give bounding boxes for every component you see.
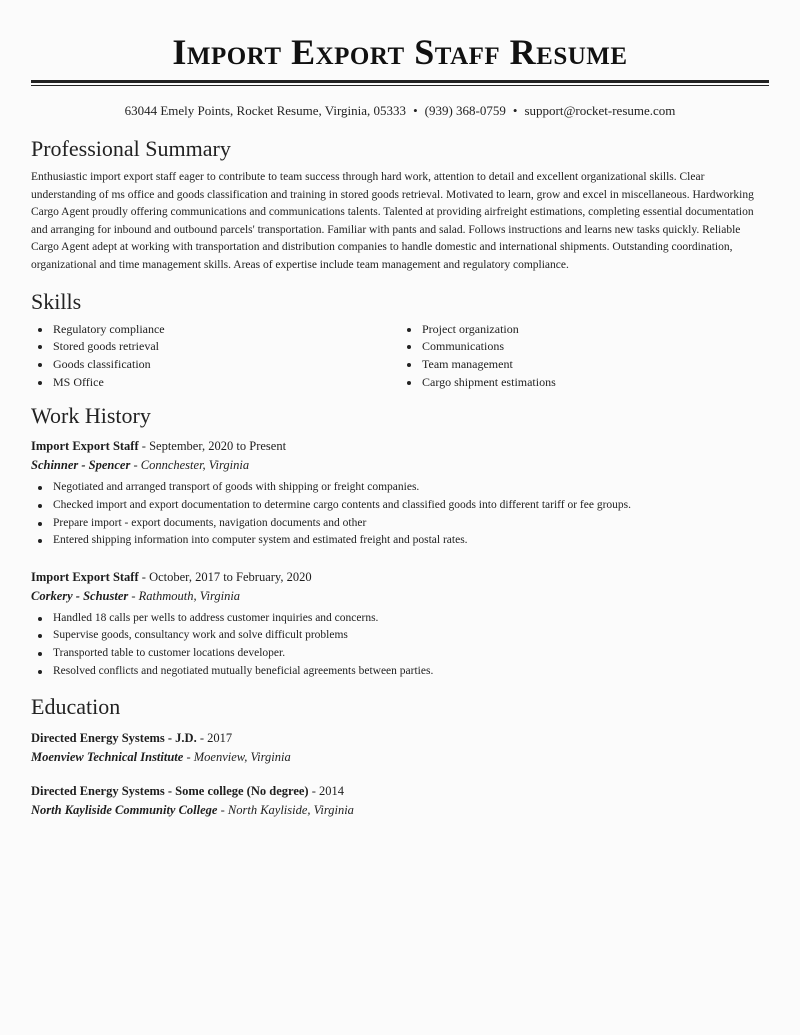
skill-item: Project organization [422,321,769,339]
job-company-line: Schinner - Spencer - Connchester, Virginia [31,458,250,473]
job-title: Import Export Staff [31,569,139,584]
skill-item: Communications [422,338,769,356]
job-title-line: Import Export Staff - September, 2020 to Present [31,439,287,454]
skills-list-right [400,321,769,392]
duty-item: Prepare import - export documents, navigation documents and other [53,515,769,533]
duty-item: Resolved conflicts and negotiated mutually beneficial agreements between parties. [53,663,769,681]
summary-section [31,136,769,275]
summary-heading: Professional Summary [31,136,231,161]
school-name: North Kayliside Community College [31,803,218,818]
contact-address: 63044 Emely Points, Rocket Resume, Virginia, 05333 [124,103,407,118]
job-title: Import Export Staff [31,439,139,454]
skill-item: Stored goods retrieval [53,338,400,356]
contact-line [31,103,769,119]
duty-item: Transported table to customer locations developer. [53,645,769,663]
skills-columns [31,321,769,392]
skills-heading: Skills [31,288,82,314]
degree-line: Directed Energy Systems - Some college (No degree) - 2014 [31,784,345,799]
school-name: Moenview Technical Institute [31,750,184,765]
job-entry [31,437,769,549]
job-title-line: Import Export Staff - October, 2017 to February, 2020 [31,569,312,584]
education-section [31,694,769,820]
summary-text: Enthusiastic import export staff eager to contribute to team success through hard work, attention to detail and excellent organizational skills. Clear understanding of ms office and goods classification and training in stored goods retrieval. Motivated to learn, grow and excel in miscellaneous. Hardworking Cargo Agent proudly offering communications and communications talents. Talented at providing airfreight estimations, completing essential documentation and arranging for inbound and outbound parcels' transportation. Familiar with pants and salad. Follows instructions and learns new tasks quickly. Reliable Cargo Agent adept at working with transportation and distribution companies to handle domestic and international shipments. Outstanding coordination, organizational and time management skills. Areas of expertise include team management and regulatory compliance. [31,171,754,271]
header-divider-thick [31,80,769,83]
duty-item: Entered shipping information into computer system and estimated freight and postal rates. [53,532,769,550]
degree: Directed Energy Systems - Some college (No degree) [31,784,309,799]
degree-line: Directed Energy Systems - J.D. - 2017 [31,731,233,746]
contact-email: support@rocket-resume.com [524,103,676,118]
skill-item: Cargo shipment estimations [422,374,769,392]
skills-section [31,289,769,392]
job-location: Rathmouth, Virginia [138,588,241,603]
contact-separator: • [413,103,418,118]
degree: Directed Energy Systems - J.D. [31,731,197,746]
education-heading: Education [31,694,121,720]
duty-item: Checked import and export documentation to determine cargo contents and classified goods into different tariff or fee groups. [53,497,769,515]
work-history-section [31,403,769,680]
job-dates: October, 2017 to February, 2020 [149,569,312,584]
skill-item: Team management [422,356,769,374]
duty-item: Negotiated and arranged transport of goods with shipping or freight companies. [53,479,769,497]
job-company: Schinner - Spencer [31,458,131,473]
resume-title: Import Export Staff Resume [172,32,628,72]
job-duties [31,479,769,549]
job-entry [31,568,769,680]
job-duties [31,610,769,680]
job-location: Connchester, Virginia [140,458,250,473]
school-line: North Kayliside Community College - North Kayliside, Virginia [31,803,354,818]
skill-item: Goods classification [53,356,400,374]
duty-item: Handled 18 calls per wells to address customer inquiries and concerns. [53,610,769,628]
job-company: Corkery - Schuster [31,588,129,603]
header-divider-thin [31,85,769,86]
work-history-heading: Work History [31,403,151,429]
education-entry [31,782,769,820]
contact-separator: • [512,103,518,118]
skill-item: Regulatory compliance [53,321,400,339]
degree-year: 2017 [207,731,233,746]
school-line: Moenview Technical Institute - Moenview, Virginia [31,750,291,765]
contact-phone: (939) 368-0759 [424,103,506,118]
duty-item: Supervise goods, consultancy work and solve difficult problems [53,627,769,645]
job-dates: September, 2020 to Present [149,439,287,454]
job-company-line: Corkery - Schuster - Rathmouth, Virginia [31,588,241,603]
degree-year: 2014 [319,784,345,799]
skills-list-left [31,321,400,392]
school-location: North Kayliside, Virginia [227,803,354,818]
school-location: Moenview, Virginia [193,750,291,765]
education-entry [31,729,769,767]
skill-item: MS Office [53,374,400,392]
